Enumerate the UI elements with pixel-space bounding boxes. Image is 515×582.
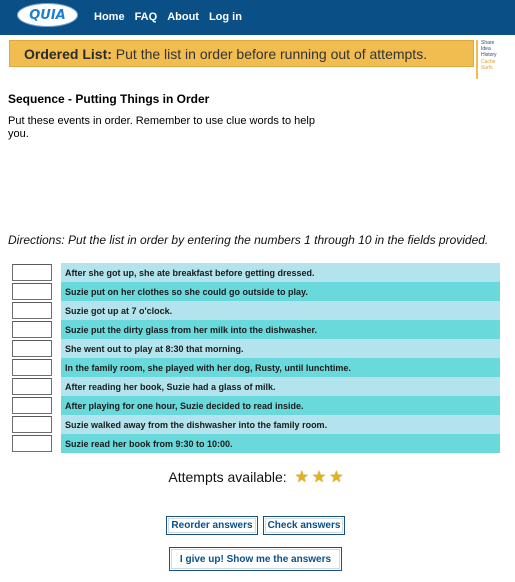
star-icon: ★ [329, 469, 347, 486]
nav-links [94, 11, 252, 24]
order-number-input[interactable] [12, 264, 52, 281]
side-link-idea[interactable]: Idea [481, 46, 491, 53]
attempts-indicator [0, 467, 515, 487]
side-link-history[interactable]: History [481, 52, 497, 59]
check-answers-button[interactable]: Check answers [263, 516, 345, 535]
side-link-surfs[interactable]: Surfs [481, 64, 493, 71]
side-links [476, 40, 502, 79]
list-row [12, 377, 500, 396]
list-row [12, 320, 500, 339]
list-item: Suzie walked away from the dishwasher into the family room. [61, 415, 500, 434]
give-up-button[interactable]: I give up! Show me the answers [169, 547, 342, 571]
nav-link-home[interactable]: Home [94, 11, 125, 23]
list-row [12, 358, 500, 377]
list-item: In the family room, she played with her dog, Rusty, until lunchtime. [61, 358, 500, 377]
activity-type-instruction: Put the list in order before running out of attempts. [115, 45, 428, 62]
order-number-input[interactable] [12, 397, 52, 414]
order-number-input[interactable] [12, 435, 52, 452]
reorder-answers-button[interactable]: Reorder answers [166, 516, 258, 535]
side-link-cache[interactable]: Cache [481, 58, 496, 65]
list-item: Suzie got up at 7 o'clock. [61, 301, 500, 320]
list-row [12, 396, 500, 415]
list-item: After reading her book, Suzie had a glass of milk. [61, 377, 500, 396]
list-item: After playing for one hour, Suzie decided to read inside. [61, 396, 500, 415]
list-item: She went out to play at 8:30 that morning. [61, 339, 500, 358]
order-number-input[interactable] [12, 378, 52, 395]
list-item: Suzie put on her clothes so she could go outside to play. [61, 282, 500, 301]
directions-text: Directions: Put the list in order by entering the numbers 1 through 10 in the fields provided. [8, 233, 489, 247]
order-number-input[interactable] [12, 416, 52, 433]
list-row [12, 434, 500, 453]
order-number-input[interactable] [12, 340, 52, 357]
order-number-input[interactable] [12, 321, 52, 338]
quia-logo[interactable] [15, 1, 80, 29]
nav-link-login[interactable]: Log in [208, 11, 242, 23]
attempt-stars [295, 467, 347, 487]
nav-link-faq[interactable]: FAQ [134, 11, 158, 23]
side-link-share[interactable]: Share [481, 40, 495, 46]
list-row [12, 282, 500, 301]
list-row [12, 415, 500, 434]
nav-link-about[interactable]: About [167, 11, 199, 23]
activity-type-label: Ordered List: [24, 45, 112, 62]
star-icon: ★ [311, 469, 330, 486]
logo-text: QUIA [29, 7, 66, 23]
top-navigation-bar [0, 0, 515, 35]
list-item: Suzie read her book from 9:30 to 10:00. [61, 434, 500, 453]
activity-description: Put these events in order. Remember to use clue words to help you. [8, 115, 315, 140]
order-number-input[interactable] [12, 283, 52, 300]
star-icon: ★ [294, 469, 312, 486]
list-row [12, 301, 500, 320]
list-row [12, 339, 500, 358]
list-item: After she got up, she ate breakfast before getting dressed. [61, 263, 500, 282]
order-number-input[interactable] [12, 359, 52, 376]
list-row [12, 263, 500, 282]
activity-type-banner [9, 40, 474, 67]
activity-title: Sequence - Putting Things in Order [8, 92, 210, 106]
ordered-list [12, 263, 500, 453]
attempts-label: Attempts available: [168, 469, 287, 485]
list-item: Suzie put the dirty glass from her milk into the dishwasher. [61, 320, 500, 339]
order-number-input[interactable] [12, 302, 52, 319]
